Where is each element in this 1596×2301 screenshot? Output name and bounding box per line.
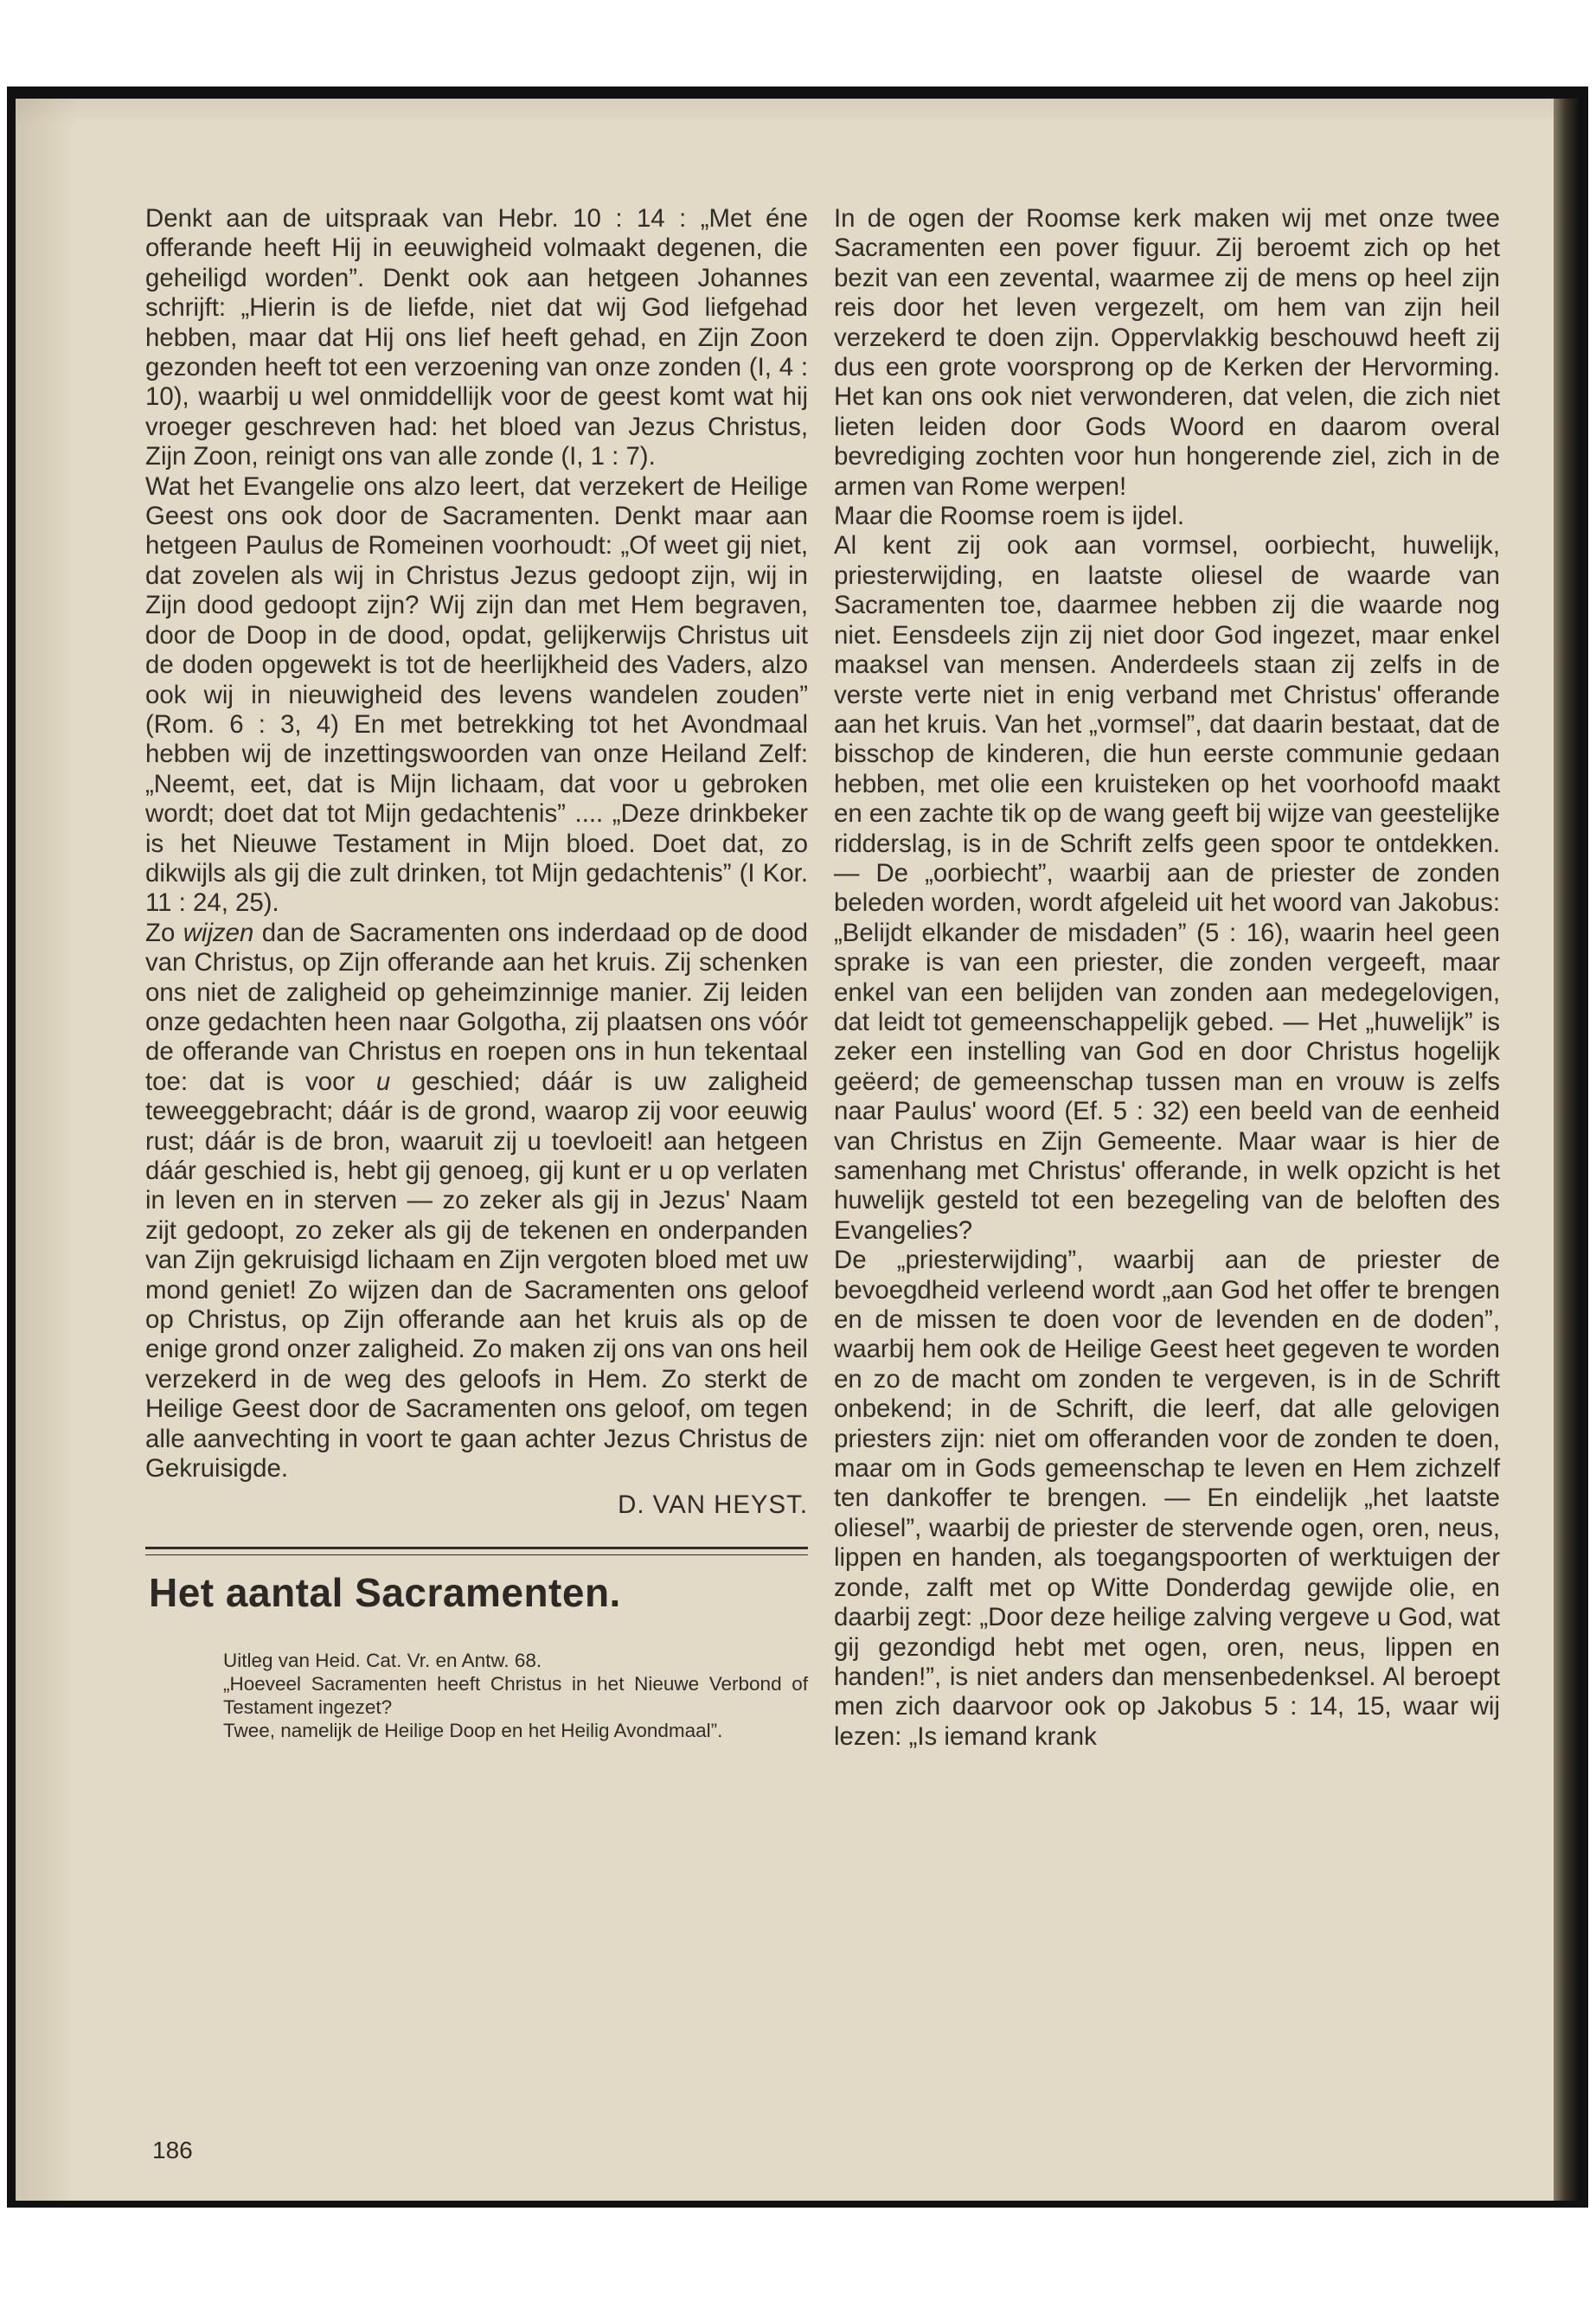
text-run: dan de Sacramenten ons inderdaad op de dood van Christus, op Zijn offerande aan het kruis. Zij schenken ons niet de zaligheid op geheimzinnige manier. Zij leiden onze gedachten heen naar Golgotha, zij plaatsen ons vóór de offerande van Christus en roepen ons in hun tekentaal toe: dat is voor [145,918,808,1096]
paragraph: Maar die Roomse roem is ijdel. [834,502,1185,531]
section-title: Het aantal Sacramenten. [149,1569,621,1615]
paragraph: Wat het Evangelie ons alzo leert, dat verzekert de Heilige Geest ons ook door de Sacramenten. Denkt maar aan hetgeen Paulus de Romeinen voorhoudt: „Of weet gij niet, dat zovelen als wij in Christus Jezus gedoopt zijn, wij in Zijn dood gedoopt zijn? Wij zijn dan met Hem begraven, door de Doop in de dood, opdat, gelijkerwijs Christus uit de doden opgewekt is tot de heerlijkheid des Vaders, alzo ook wij in nieuwigheid des levens wandelen zouden” (Rom. 6 : 3, 4) En met betrekking tot het Avondmaal hebben wij de inzettingswoorden van onze Heiland Zelf: „Neemt, eet, dat is Mijn lichaam, dat voor u gebroken wordt; doet dat tot Mijn gedachtenis” .... „Deze drinkbeker is het Nieuwe Testament in Mijn bloed. Doet dat, zo dikwijls als gij die zult drinken, tot Mijn gedachtenis” (I Kor. 11 : 24, 25). [145,471,808,918]
left-column [145,204,808,1742]
intro-line: Twee, namelijk de Heilige Doop en het Heilig Avondmaal”. [223,1719,723,1741]
printed-page [16,99,1554,2201]
paragraph [145,919,808,1484]
text-run: geschied; dáár is uw zaligheid teweeggebracht; dáár is de grond, waarop zij voor eeuwig rust; dáár is de bron, waaruit zij u toevloeit! aan hetgeen dáár geschied is, hebt gij genoeg, gij kunt er u op verlaten in leven en in sterven — zo zeker als gij in Jezus' Naam zijt gedoopt, zo zeker als gij de tekenen en onderpanden van Zijn gekruisigd lichaam en Zijn vergoten bloed met uw mond geniet! Zo wijzen dan de Sacramenten ons geloof op Christus, op Zijn offerande aan het kruis als op de enige grond onzer zaligheid. Zo maken zij ons van ons heil verzekerd in de weg des geloofs in Hem. Zo sterkt de Heilige Geest door de Sacramenten ons geloof, om tegen alle aanvechting in voort te gaan achter Jezus Christus de Gekruisigde. [145,1067,808,1484]
emphasis: u [375,1067,391,1096]
page-edge-shadow [1554,99,1580,2201]
paragraph: In de ogen der Roomse kerk maken wij met onze twee Sacramenten een pover figuur. Zij beroemt zich op het bezit van een zevental, waarmee zij de mens op heel zijn reis door het leven vergezelt, om hem van zijn heil verzekerd te doen zijn. Oppervlakkig beschouwd heeft zij dus een grote voorsprong op de Kerken der Hervorming. Het kan ons ook niet verwonderen, dat velen, die zich niet lieten leiden door Gods Woord en daarom overal bevrediging zochten voor hun hongerende ziel, zich in de armen van Rome werpen! [834,204,1500,501]
right-column [834,204,1500,1752]
intro-line: Uitleg van Heid. Cat. Vr. en Antw. 68. [223,1649,542,1671]
section-intro [223,1649,808,1742]
paragraph: De „priesterwijding”, waarbij aan de priester de bevoegdheid verleend wordt „aan God het offer te brengen en de missen te doen voor de levenden en de doden”, waarbij hem ook de Heilige Geest heet gegeven te worden en zo de macht om zonden te vergeven, is in de Schrift onbekend; in de Schrift, die leerf, dat alle gelovigen priesters zijn: niet om offeranden voor de zonden te doen, maar om in Gods gemeenschap te leven en Hem zichzelf ten dankoffer te brengen. — En eindelijk „het laatste oliesel”, waarbij de priester de stervende ogen, oren, neus, lippen en handen, als toegangspoorten of werktuigen der zonde, zalft met op Witte Donderdag gewijde olie, en daarbij zegt: „Door deze heilige zalving vergeve u God, wat gij gezondigd hebt met ogen, oren, neus, lippen en handen!”, is niet anders dan mensenbedenksel. Al beroept men zich daarvoor ook op Jakobus 5 : 14, 15, waar wij lezen: „Is iemand krank [834,1246,1500,1751]
intro-line: „Hoeveel Sacramenten heeft Christus in het Nieuwe Verbond of Testament ingezet? [223,1672,808,1718]
scan-frame [7,87,1588,2208]
paragraph: Denkt aan de uitspraak van Hebr. 10 : 14 : „Met éne offerande heeft Hij in eeuwigheid volmaakt degenen, die geheiligd worden”. Denkt ook aan hetgeen Johannes schrijft: „Hierin is de liefde, niet dat wij God liefgehad hebben, maar dat Hij ons lief heeft gehad, en Zijn Zoon gezonden heeft tot een verzoening van onze zonden (I, 4 : 10), waarbij u wel onmiddellijk voor de geest komt wat hij vroeger geschreven had: het bloed van Jezus Christus, Zijn Zoon, reinigt ons van alle zonde (I, 1 : 7). [145,204,808,471]
author-signature: D. VAN HEYST. [618,1490,808,1520]
emphasis: wijzen [183,918,254,947]
paragraph: Al kent zij ook aan vormsel, oorbiecht, huwelijk, priesterwijding, en laatste oliesel de waarde van Sacramenten toe, daarmee hebben zij die waarde nog niet. Eensdeels zijn zij niet door God ingezet, maar enkel maaksel van mensen. Anderdeels staan zij zelfs in de verste verte niet in enig verband met Christus' offerande aan het kruis. Van het „vormsel”, dat daarin bestaat, dat de bisschop de kinderen, die hun eerste communie gedaan hebben, met olie een kruisteken op het voorhoofd maakt en een zachte tik op de wang geeft bij wijze van geestelijke ridderslag, is in de Schrift zelfs geen spoor te ontdekken. — De „oorbiecht”, waarbij aan de priester de zonden beleden worden, wordt afgeleid uit het woord van Jakobus: „Belijdt elkander de misdaden” (5 : 16), waarin heel geen sprake is van een priester, die zonden vergeeft, maar enkel van een belijden van zonden aan medegelovigen, dat leidt tot gemeenschappelijk gebed. — Het „huwelijk” is zeker een instelling van God en door Christus hogelijk geëerd; de gemeenschap tussen man en vrouw is zelfs naar Paulus' woord (Ef. 5 : 32) een beeld van de eenheid van Christus en Zijn Gemeente. Maar waar is hier de samenhang met Christus' offerande, in welk opzicht is het huwelijk gesteld tot een bezegeling van de beloften des Evangelies? [834,531,1500,1245]
section-divider [145,1547,808,1555]
text-run: Zo [145,918,183,947]
page-number: 186 [152,2137,193,2163]
